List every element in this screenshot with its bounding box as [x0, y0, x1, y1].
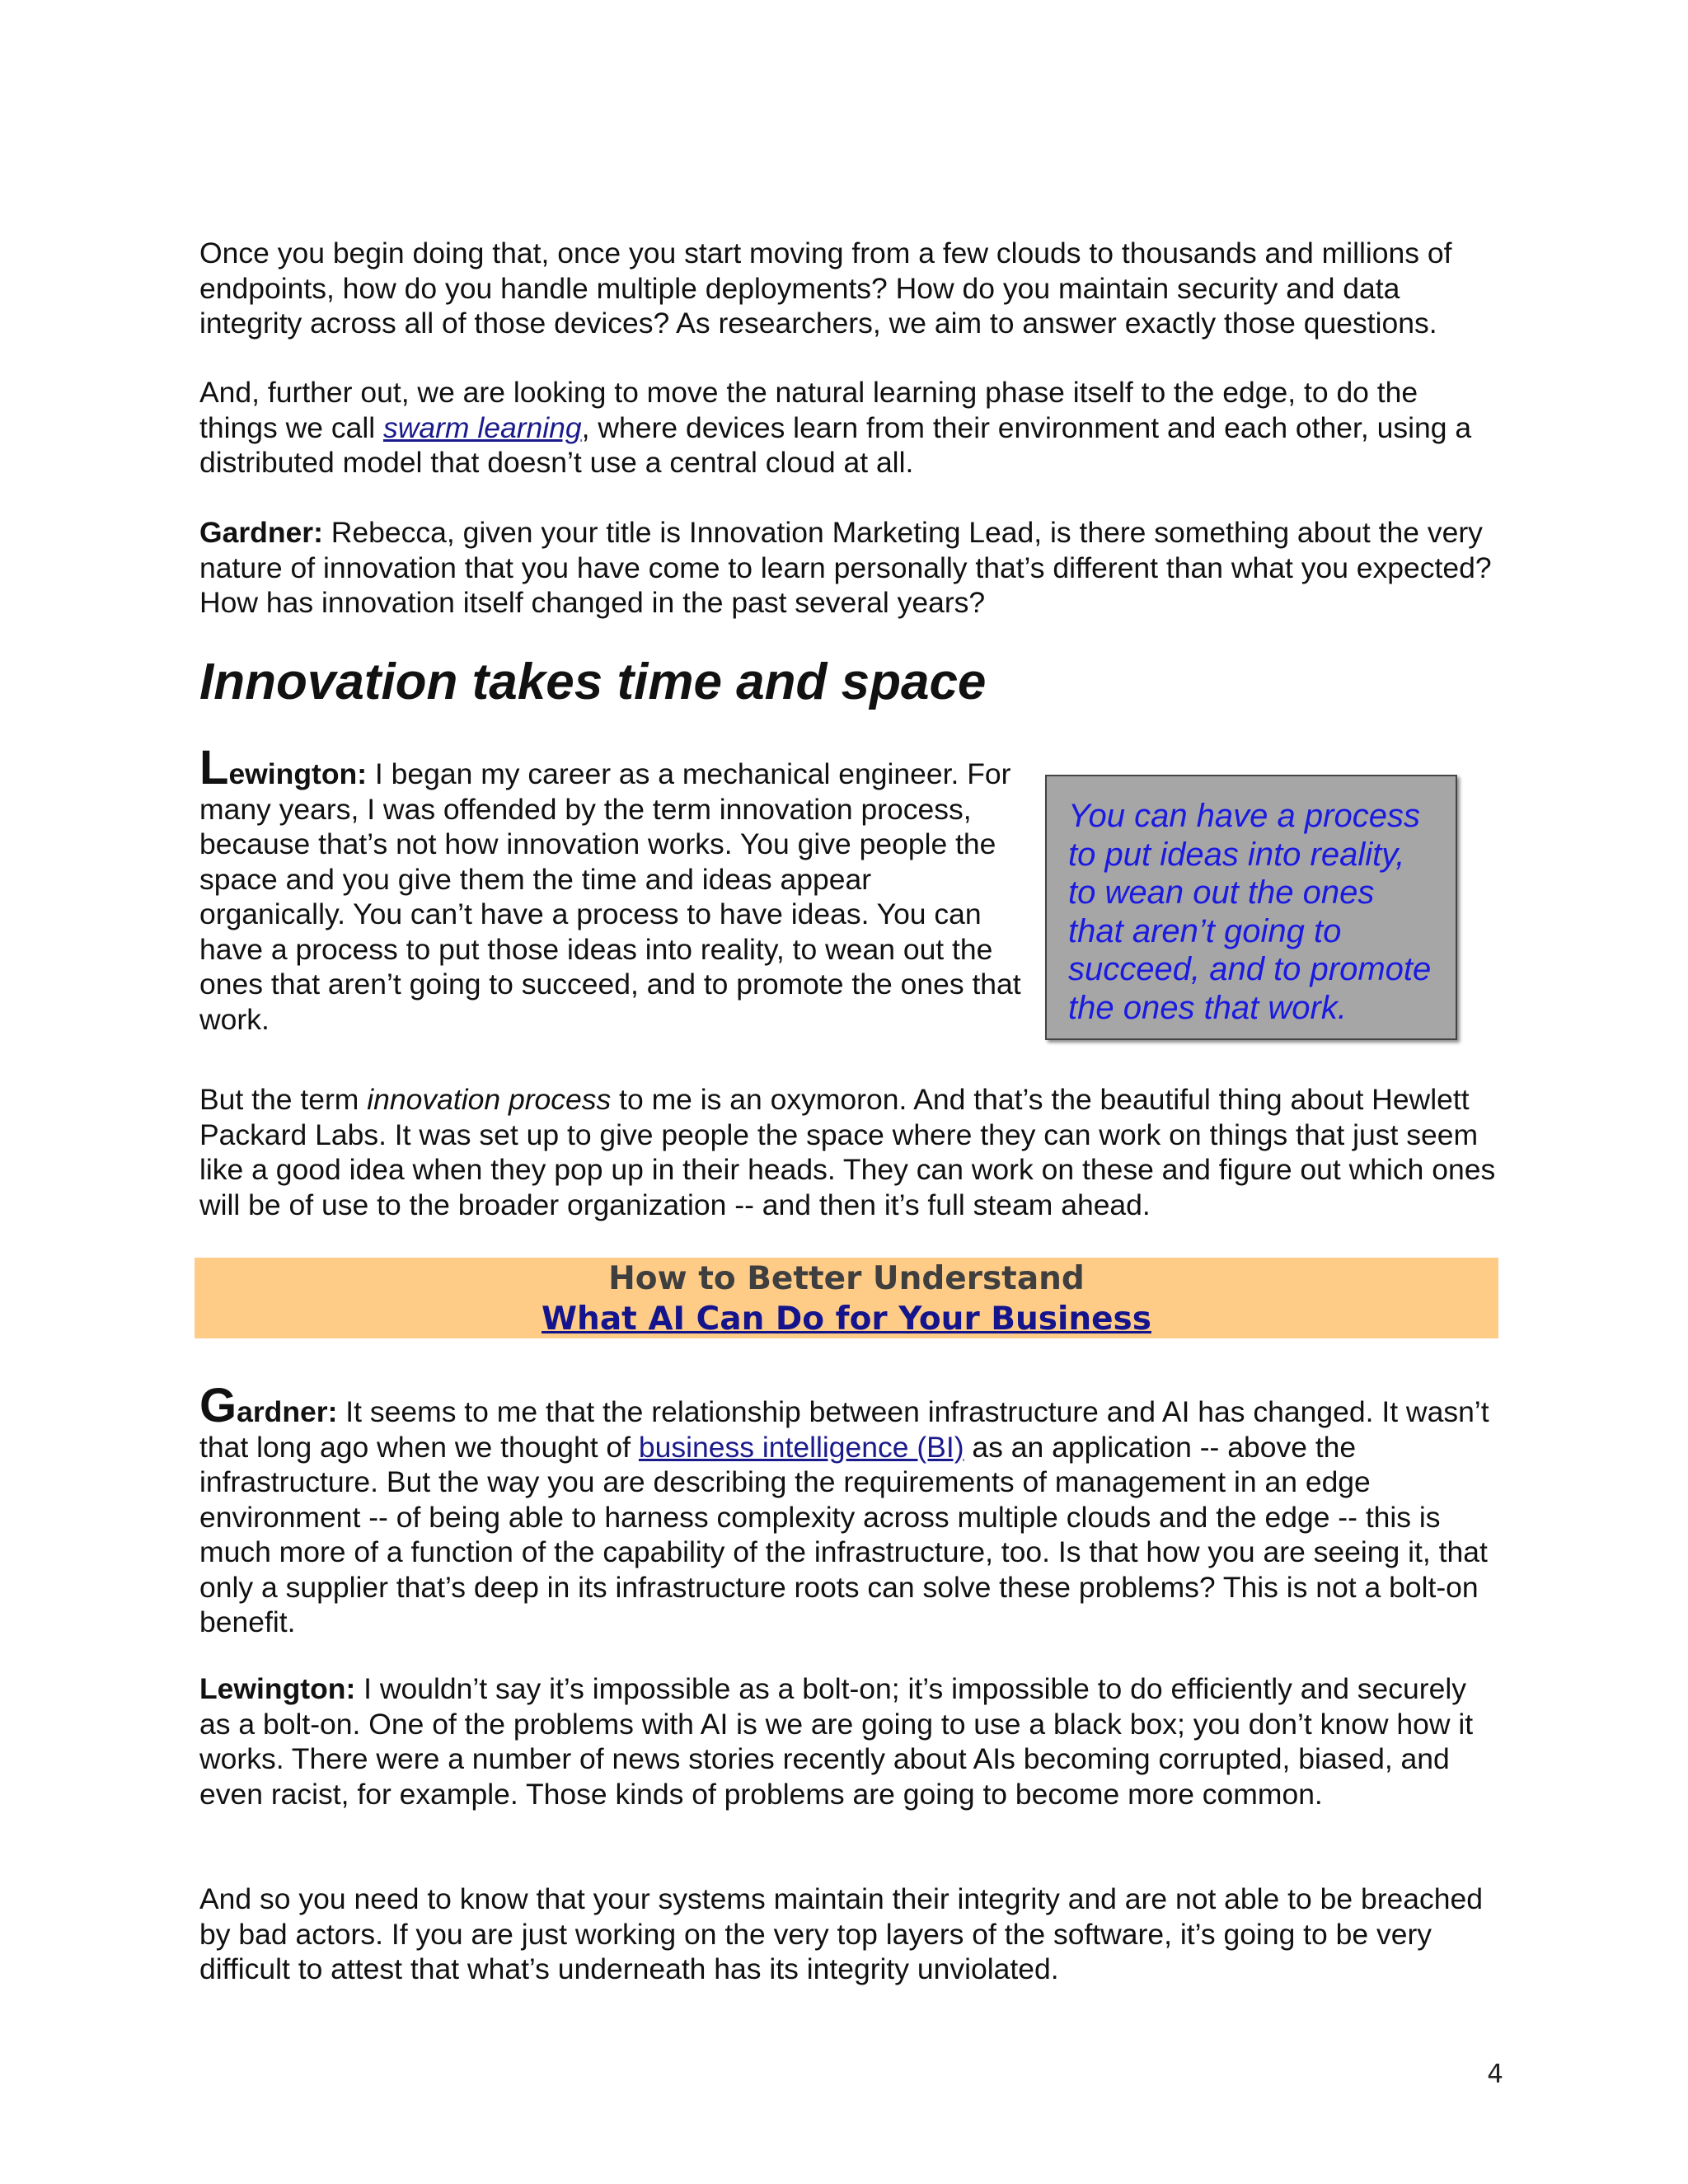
innovation-process-italic: innovation process	[367, 1083, 612, 1116]
paragraph-integrity	[199, 1882, 1502, 1987]
section-heading: Innovation takes time and space	[199, 654, 987, 710]
paragraph-lewington-innovation-text: I began my career as a mechanical engineer. For many years, I was offended by the term innovation process, because that’s not how innovation works. You give people the space and you give them the time and ideas appear organically. You can’t have a process to have ideas. You can have a process to put those ideas into reality, to wean out the ones that aren’t going to succeed, and to promote the ones that work.	[199, 757, 1021, 1036]
banner-link[interactable]: What AI Can Do for Your Business	[542, 1301, 1151, 1338]
paragraph-swarm-text-after: , where devices learn from their environment and each other, using a distributed model that doesn’t use a central cloud at all.	[199, 410, 1472, 479]
page-number: 4	[1487, 2060, 1503, 2089]
paragraph-oxymoron	[199, 1082, 1502, 1222]
paragraph-gardner-infrastructure	[199, 1379, 1502, 1640]
dropcap-l: L	[199, 741, 229, 794]
paragraph-swarm-learning	[199, 375, 1502, 480]
speaker-gardner: Gardner:	[199, 516, 323, 549]
swarm-learning-link[interactable]: swarm learning	[382, 410, 582, 444]
paragraph-lewington-bolt-on	[199, 1671, 1502, 1811]
business-intelligence-link[interactable]: business intelligence (BI)	[638, 1430, 964, 1464]
pull-quote	[1045, 775, 1457, 1040]
paragraph-endpoints	[199, 236, 1502, 341]
paragraph-integrity-text: And so you need to know that your systems maintain their integrity and are not able to be breached by bad actors. If you are just working on the very top layers of the software, it’s going to be very difficult to attest that what’s underneath has its integrity unviolated.	[199, 1882, 1484, 1985]
paragraph-oxymoron-after: to me is an oxymoron. And that’s the beautiful thing about Hewlett Packard Labs. It was set up to give people the space where they can work on things that just seem like a good idea when they pop up in their heads. They can work on these and figure out which ones will be of use to the broader organization -- and then it’s full steam ahead.	[199, 1083, 1496, 1221]
paragraph-lewington-innovation	[199, 741, 1024, 1037]
speaker-gardner-2: ardner:	[237, 1395, 338, 1428]
paragraph-lewington-bolt-on-text: I wouldn’t say it’s impossible as a bolt-on; it’s impossible to do efficiently and securely as a bolt-on. One of the problems with AI is we are going to use a black box; you don’t know how it works. There were a number of news stories recently about AIs becoming corrupted, biased, and even racist, for example. Those kinds of problems are going to become more common.	[199, 1672, 1474, 1811]
paragraph-oxymoron-before: But the term	[199, 1083, 368, 1116]
paragraph-gardner-question-text: Rebecca, given your title is Innovation Marketing Lead, is there something about the very nature of innovation that you have come to learn personally that’s different than what you expected? How has innovation itself changed in the past several years?	[199, 516, 1492, 619]
paragraph-gardner-infra-after: as an application -- above the infrastructure. But the way you are describing the requirements of management in an edge environment -- of being able to harness complexity across multiple clouds and the edge -- this is much more of a function of the capability of the infrastructure, too. Is that how you are seeing it, that only a supplier that’s deep in its infrastructure roots can solve these problems? This is not a bolt-on benefit.	[199, 1430, 1488, 1638]
banner-title: How to Better Understand	[608, 1260, 1085, 1297]
dropcap-g: G	[199, 1379, 237, 1432]
speaker-lewington-2: Lewington:	[199, 1672, 356, 1705]
pull-quote-text: You can have a process to put ideas into reality, to wean out the ones that aren’t going to succeed, and to promote the ones that work.	[1068, 798, 1432, 1026]
speaker-lewington: ewington:	[228, 757, 368, 790]
paragraph-gardner-infra-before: It seems to me that the relationship between infrastructure and AI has changed. It wasn’t that long ago when we thought of	[199, 1395, 1489, 1464]
promo-banner	[195, 1258, 1498, 1338]
paragraph-gardner-question	[199, 515, 1502, 621]
paragraph-swarm-text-before: And, further out, we are looking to move the natural learning phase itself to the edge, to do the things we call	[199, 376, 1418, 444]
paragraph-endpoints-text: Once you begin doing that, once you start moving from a few clouds to thousands and millions of endpoints, how do you handle multiple deployments? How do you maintain security and data integrity across all of those devices? As researchers, we aim to answer exactly those questions.	[199, 237, 1452, 340]
